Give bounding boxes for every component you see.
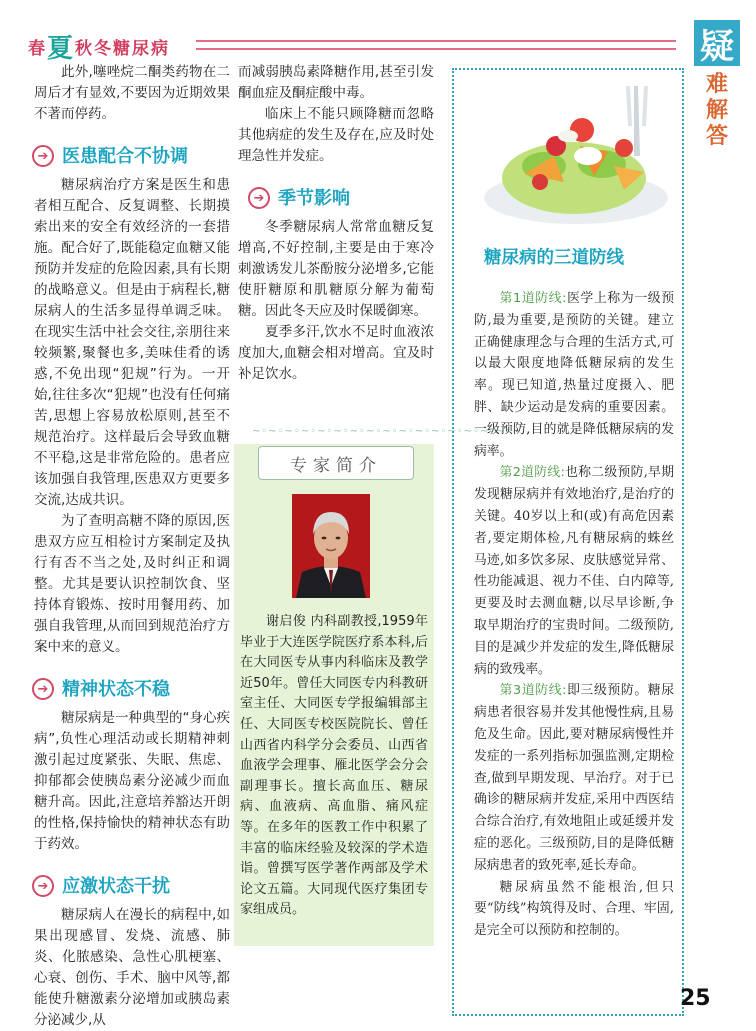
paragraph — [474, 680, 674, 876]
paragraph-text: 也称二级预防,早期发现糖尿病并有效地治疗,是治疗的关键。40岁以上和(或)有高危因素者,要定期体检,凡有糖尿病的蛛丝马迹,如多饮多尿、皮肤感觉异常、性功能减退、视力不佳、白内障等,更要及时去测血糖,以尽早诊断,争取早期治疗的宝贵时间。二级预防,目的是减少并发症的发生,降低糖尿病的致残率。 — [474, 465, 674, 677]
section-heading — [32, 676, 230, 702]
expert-title: 专家简介 — [258, 446, 414, 480]
paragraph: 而减弱胰岛素降糖作用,甚至引发酮血症及酮症酸中毒。 — [238, 64, 434, 101]
expert-bio — [240, 612, 428, 921]
arrow-right-icon: ➔ — [32, 678, 54, 700]
title-post: 秋冬糖尿病 — [75, 39, 171, 59]
heading-text: 医患配合不协调 — [62, 145, 188, 167]
intro-paragraph: 此外,噻唑烷二酮类药物在二周后才有显效,不要因为近期效果不著而停药。 — [34, 64, 230, 122]
middle-column — [238, 62, 434, 385]
lead-label: 第3道防线: — [499, 683, 567, 699]
magazine-title — [28, 28, 170, 65]
salad-photo — [484, 86, 672, 228]
heading-text: 精神状态不稳 — [62, 678, 170, 700]
paragraph-text: 即三级预防。糖尿病患者很容易并发其他慢性病,且易危及生命。因此,要对糖尿病慢性并发症的一系列指标加强监测,定期检查,做到早期发现、早治疗。对于已确诊的糖尿病并发症,采用中西医结合综合治疗,有效地阻止或延缓并发症的恶化。三级预防,目的是降低糖尿病患者的致死率,延长寿命。 — [474, 683, 674, 873]
paragraph-text: 糖尿病虽然不能根治,但只要“防线”构筑得及时、合理、牢固,是完全可以预防和控制的。 — [474, 879, 674, 939]
expert-bio-text: 谢启俊 内科副教授,1959年毕业于大连医学院医疗系本科,后在大同医专从事内科临床及教学近50年。曾任大同医专内科教研室主任、大同医专学报编辑部主任、大同医专校医院院长、曾任山西省内科学分会委员、山西省血液学会理事、雁北医学会分会副理事长。擅长高血压、糖尿病、血液病、高血脂、痛风症等。在多年的医教工作中积累了丰富的临床经验及较深的学术造诣。曾撰写医学著作两部及学术论文五篇。大同现代医疗集团专家组成员。 — [240, 614, 428, 918]
title-pre: 春 — [28, 39, 47, 59]
arrow-right-icon: ➔ — [32, 875, 54, 897]
heading-text: 应激状态干扰 — [62, 875, 170, 897]
paragraph: 为了查明高糖不降的原因,医患双方应互相检讨方案制定及执行有否不当之处,及时纠正和调整。尤其是要认识控制饮食、坚持体育锻炼、按时用餐用药、加强自我管理,从而回到规范治疗方案中来的意义。 — [34, 513, 230, 655]
paragraph-text: 医学上称为一级预防,最为重要,是预防的关键。建立正确健康理念与合理的生活方式,可以最大限度地降低糖尿病的发生率。现已知道,热量过度摄入、肥胖、缺少运动是发病的重要因素。一级预防,目的就是降低糖尿病的发病率。 — [474, 291, 674, 459]
section-label-vertical: 难解答 — [705, 72, 728, 149]
paragraph: 冬季糖尿病人常常血糖反复增高,不好控制,主要是由于寒冷刺激诱发儿茶酚胺分泌增多,它能使肝糖原和肌糖原分解为葡萄糖。因此冬天应及时保暖御寒。 — [238, 219, 434, 319]
lead-label: 第1道防线: — [499, 291, 567, 306]
decorative-divider: ~◦~◦~◦~◦~◦~◦~◦~◦~◦~◦~◦~◦~◦~◦~◦~◦~ — [252, 426, 522, 437]
expert-portrait — [292, 494, 370, 598]
sidebar-body — [474, 288, 674, 942]
section-heading — [248, 185, 434, 211]
left-column — [34, 62, 230, 1031]
lead-label: 第2道防线: — [499, 465, 565, 481]
paragraph — [474, 288, 674, 462]
section-badge: 疑 — [694, 20, 740, 66]
paragraph — [474, 877, 674, 942]
paragraph — [474, 462, 674, 680]
sidebar-title: 糖尿病的三道防线 — [484, 248, 624, 268]
arrow-right-icon: ➔ — [248, 187, 270, 209]
paragraph: 糖尿病是一种典型的“身心疾病”,负性心理活动或长期精神刺激引起过度紧张、失眠、焦虑、抑郁都会使胰岛素分泌减少而血糖升高。因此,注意培养豁达开朗的性格,保持愉快的精神状态有助于药效。 — [34, 710, 230, 852]
title-big-char: 夏 — [47, 34, 76, 64]
section-heading — [32, 143, 230, 169]
arrow-right-icon: ➔ — [32, 145, 54, 167]
heading-text: 季节影响 — [278, 187, 350, 209]
paragraph: 临床上不能只顾降糖而忽略其他病症的发生及存在,应及时处理急性并发症。 — [238, 106, 434, 164]
page-number: 25 — [680, 986, 711, 1011]
paragraph: 糖尿病治疗方案是医生和患者相互配合、反复调整、长期摸索出来的安全有效经济的一套措施。配合好了,既能稳定血糖又能预防并发症的危险因素,具有长期的战略意义。但是由于病程长,糖尿病人的生活多显得单调乏味。在现实生活中社会交往,亲朋往来较频繁,聚餐也多,美味佳肴的诱惑,不免出现“犯规”行为。一开始,往往多次“犯规”也没有任何痛苦,思想上容易放松原则,甚至不规范治疗。这样最后会导致血糖不平稳,这是非常危险的。患者应该加强自我管理,医患双方更要多交流,达成共识。 — [34, 177, 230, 508]
paragraph: 夏季多汗,饮水不足时血液浓度加大,血糖会相对增高。宜及时补足饮水。 — [238, 324, 434, 382]
header-rule — [196, 40, 676, 50]
paragraph: 糖尿病人在漫长的病程中,如果出现感冒、发烧、流感、肺炎、化脓感染、急性心肌梗塞、心衰、创伤、手术、脑中风等,都能使升糖激素分泌增加或胰岛素分泌减少,从 — [34, 907, 230, 1028]
section-heading — [32, 873, 230, 899]
